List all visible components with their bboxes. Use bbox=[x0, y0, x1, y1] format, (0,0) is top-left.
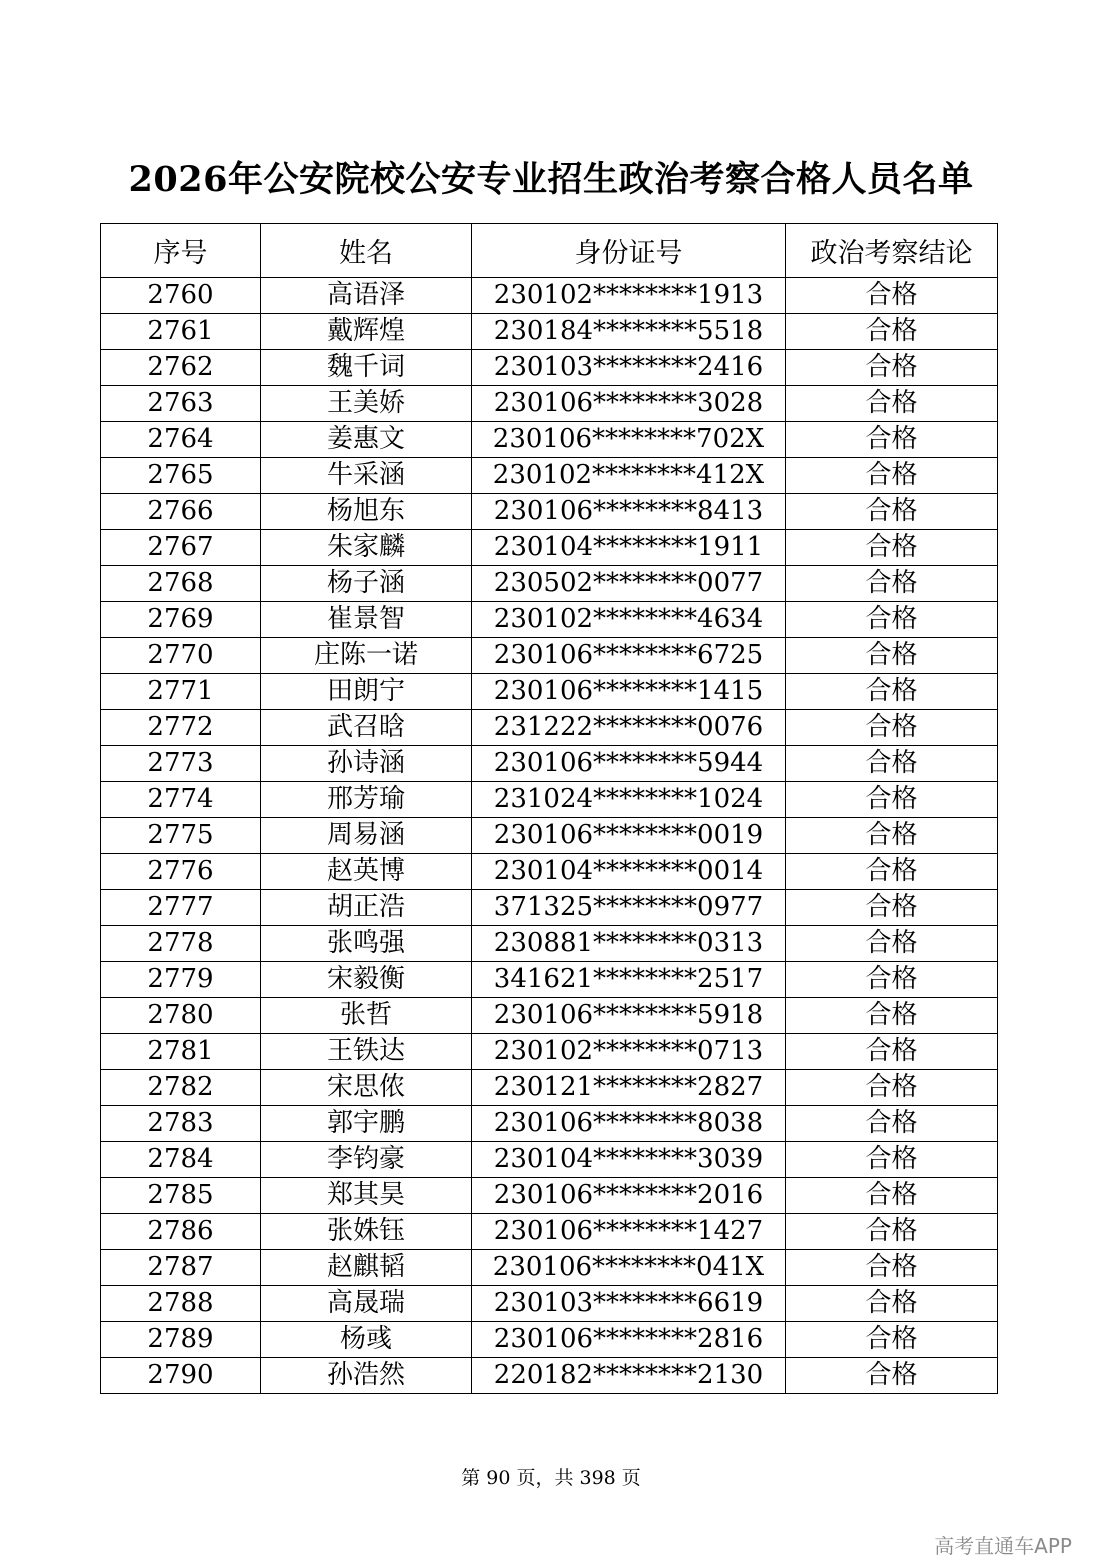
result-cell: 合格 bbox=[786, 1034, 998, 1070]
id-number-cell: 230106********5944 bbox=[472, 746, 786, 782]
result-cell: 合格 bbox=[786, 1142, 998, 1178]
name-cell: 王美娇 bbox=[261, 386, 472, 422]
serial-cell: 2765 bbox=[101, 458, 261, 494]
name-cell: 田朗宁 bbox=[261, 674, 472, 710]
table-row bbox=[101, 998, 998, 1034]
serial-cell: 2773 bbox=[101, 746, 261, 782]
id-number-cell: 230106********8038 bbox=[472, 1106, 786, 1142]
serial-cell: 2764 bbox=[101, 422, 261, 458]
serial-cell: 2762 bbox=[101, 350, 261, 386]
result-cell: 合格 bbox=[786, 926, 998, 962]
table-row bbox=[101, 818, 998, 854]
serial-cell: 2767 bbox=[101, 530, 261, 566]
column-header-id-number: 身份证号 bbox=[472, 224, 786, 278]
result-cell: 合格 bbox=[786, 1106, 998, 1142]
result-cell: 合格 bbox=[786, 854, 998, 890]
result-cell: 合格 bbox=[786, 350, 998, 386]
table-row bbox=[101, 1286, 998, 1322]
name-cell: 杨旭东 bbox=[261, 494, 472, 530]
serial-cell: 2776 bbox=[101, 854, 261, 890]
id-number-cell: 230103********6619 bbox=[472, 1286, 786, 1322]
header-row bbox=[101, 224, 998, 278]
id-number-cell: 230106********3028 bbox=[472, 386, 786, 422]
name-cell: 郭宇鹏 bbox=[261, 1106, 472, 1142]
table-row bbox=[101, 1070, 998, 1106]
table-row bbox=[101, 782, 998, 818]
result-cell: 合格 bbox=[786, 530, 998, 566]
roster-table bbox=[100, 223, 998, 1394]
result-cell: 合格 bbox=[786, 314, 998, 350]
roster-body bbox=[101, 278, 998, 1394]
result-cell: 合格 bbox=[786, 1214, 998, 1250]
table-row bbox=[101, 710, 998, 746]
result-cell: 合格 bbox=[786, 1178, 998, 1214]
id-number-cell: 230104********0014 bbox=[472, 854, 786, 890]
name-cell: 崔景智 bbox=[261, 602, 472, 638]
table-row bbox=[101, 458, 998, 494]
id-number-cell: 230106********6725 bbox=[472, 638, 786, 674]
result-cell: 合格 bbox=[786, 1322, 998, 1358]
serial-cell: 2766 bbox=[101, 494, 261, 530]
serial-cell: 2781 bbox=[101, 1034, 261, 1070]
serial-cell: 2779 bbox=[101, 962, 261, 998]
id-number-cell: 230106********2816 bbox=[472, 1322, 786, 1358]
serial-cell: 2761 bbox=[101, 314, 261, 350]
column-header-result: 政治考察结论 bbox=[786, 224, 998, 278]
id-number-cell: 230104********3039 bbox=[472, 1142, 786, 1178]
name-cell: 赵麒韬 bbox=[261, 1250, 472, 1286]
name-cell: 庄陈一诺 bbox=[261, 638, 472, 674]
result-cell: 合格 bbox=[786, 1250, 998, 1286]
result-cell: 合格 bbox=[786, 278, 998, 314]
serial-cell: 2780 bbox=[101, 998, 261, 1034]
table-row bbox=[101, 386, 998, 422]
table-row bbox=[101, 1034, 998, 1070]
table-row bbox=[101, 1358, 998, 1394]
id-number-cell: 231222********0076 bbox=[472, 710, 786, 746]
table-row bbox=[101, 1322, 998, 1358]
table-row bbox=[101, 278, 998, 314]
name-cell: 孙浩然 bbox=[261, 1358, 472, 1394]
table-row bbox=[101, 530, 998, 566]
table-row bbox=[101, 566, 998, 602]
result-cell: 合格 bbox=[786, 386, 998, 422]
name-cell: 杨子涵 bbox=[261, 566, 472, 602]
name-cell: 宋思侬 bbox=[261, 1070, 472, 1106]
result-cell: 合格 bbox=[786, 818, 998, 854]
name-cell: 张鸣强 bbox=[261, 926, 472, 962]
result-cell: 合格 bbox=[786, 962, 998, 998]
result-cell: 合格 bbox=[786, 1358, 998, 1394]
name-cell: 周易涵 bbox=[261, 818, 472, 854]
id-number-cell: 230103********2416 bbox=[472, 350, 786, 386]
name-cell: 宋毅衡 bbox=[261, 962, 472, 998]
serial-cell: 2772 bbox=[101, 710, 261, 746]
id-number-cell: 230106********5918 bbox=[472, 998, 786, 1034]
result-cell: 合格 bbox=[786, 1070, 998, 1106]
id-number-cell: 230104********1911 bbox=[472, 530, 786, 566]
name-cell: 邢芳瑜 bbox=[261, 782, 472, 818]
serial-cell: 2778 bbox=[101, 926, 261, 962]
result-cell: 合格 bbox=[786, 422, 998, 458]
serial-cell: 2783 bbox=[101, 1106, 261, 1142]
id-number-cell: 371325********0977 bbox=[472, 890, 786, 926]
id-number-cell: 230102********4634 bbox=[472, 602, 786, 638]
serial-cell: 2763 bbox=[101, 386, 261, 422]
name-cell: 张姝钰 bbox=[261, 1214, 472, 1250]
id-number-cell: 230102********0713 bbox=[472, 1034, 786, 1070]
id-number-cell: 220182********2130 bbox=[472, 1358, 786, 1394]
result-cell: 合格 bbox=[786, 602, 998, 638]
id-number-cell: 230881********0313 bbox=[472, 926, 786, 962]
serial-cell: 2769 bbox=[101, 602, 261, 638]
name-cell: 王铁达 bbox=[261, 1034, 472, 1070]
id-number-cell: 230184********5518 bbox=[472, 314, 786, 350]
result-cell: 合格 bbox=[786, 1286, 998, 1322]
name-cell: 赵英博 bbox=[261, 854, 472, 890]
table-row bbox=[101, 926, 998, 962]
table-row bbox=[101, 746, 998, 782]
id-number-cell: 230106********702X bbox=[472, 422, 786, 458]
serial-cell: 2760 bbox=[101, 278, 261, 314]
name-cell: 武召晗 bbox=[261, 710, 472, 746]
name-cell: 孙诗涵 bbox=[261, 746, 472, 782]
id-number-cell: 230502********0077 bbox=[472, 566, 786, 602]
table-row bbox=[101, 1142, 998, 1178]
id-number-cell: 230106********1427 bbox=[472, 1214, 786, 1250]
table-row bbox=[101, 962, 998, 998]
result-cell: 合格 bbox=[786, 494, 998, 530]
id-number-cell: 230121********2827 bbox=[472, 1070, 786, 1106]
serial-cell: 2768 bbox=[101, 566, 261, 602]
name-cell: 高晟瑞 bbox=[261, 1286, 472, 1322]
serial-cell: 2775 bbox=[101, 818, 261, 854]
serial-cell: 2771 bbox=[101, 674, 261, 710]
id-number-cell: 230106********1415 bbox=[472, 674, 786, 710]
serial-cell: 2786 bbox=[101, 1214, 261, 1250]
name-cell: 胡正浩 bbox=[261, 890, 472, 926]
page-title: 2026年公安院校公安专业招生政治考察合格人员名单 bbox=[128, 159, 974, 200]
result-cell: 合格 bbox=[786, 782, 998, 818]
name-cell: 李钧豪 bbox=[261, 1142, 472, 1178]
name-cell: 郑其昊 bbox=[261, 1178, 472, 1214]
table-row bbox=[101, 422, 998, 458]
table-row bbox=[101, 314, 998, 350]
result-cell: 合格 bbox=[786, 458, 998, 494]
serial-cell: 2787 bbox=[101, 1250, 261, 1286]
table-row bbox=[101, 1106, 998, 1142]
id-number-cell: 230106********2016 bbox=[472, 1178, 786, 1214]
name-cell: 张哲 bbox=[261, 998, 472, 1034]
name-cell: 杨彧 bbox=[261, 1322, 472, 1358]
result-cell: 合格 bbox=[786, 746, 998, 782]
page-footer: 第 90 页，共 398 页 bbox=[461, 1467, 641, 1489]
serial-cell: 2789 bbox=[101, 1322, 261, 1358]
result-cell: 合格 bbox=[786, 674, 998, 710]
result-cell: 合格 bbox=[786, 638, 998, 674]
table-row bbox=[101, 1250, 998, 1286]
serial-cell: 2770 bbox=[101, 638, 261, 674]
serial-cell: 2788 bbox=[101, 1286, 261, 1322]
id-number-cell: 230106********041X bbox=[472, 1250, 786, 1286]
name-cell: 高语泽 bbox=[261, 278, 472, 314]
table-row bbox=[101, 350, 998, 386]
table-row bbox=[101, 602, 998, 638]
id-number-cell: 230102********1913 bbox=[472, 278, 786, 314]
id-number-cell: 230102********412X bbox=[472, 458, 786, 494]
result-cell: 合格 bbox=[786, 566, 998, 602]
result-cell: 合格 bbox=[786, 710, 998, 746]
id-number-cell: 230106********8413 bbox=[472, 494, 786, 530]
id-number-cell: 231024********1024 bbox=[472, 782, 786, 818]
table-row bbox=[101, 1214, 998, 1250]
name-cell: 魏千词 bbox=[261, 350, 472, 386]
id-number-cell: 230106********0019 bbox=[472, 818, 786, 854]
serial-cell: 2784 bbox=[101, 1142, 261, 1178]
name-cell: 姜惠文 bbox=[261, 422, 472, 458]
table-row bbox=[101, 854, 998, 890]
name-cell: 牛采涵 bbox=[261, 458, 472, 494]
column-header-serial: 序号 bbox=[101, 224, 261, 278]
table-row bbox=[101, 674, 998, 710]
result-cell: 合格 bbox=[786, 890, 998, 926]
table-row bbox=[101, 890, 998, 926]
watermark: 高考直通车APP bbox=[934, 1534, 1072, 1558]
serial-cell: 2790 bbox=[101, 1358, 261, 1394]
column-header-name: 姓名 bbox=[261, 224, 472, 278]
table-row bbox=[101, 638, 998, 674]
serial-cell: 2782 bbox=[101, 1070, 261, 1106]
name-cell: 戴辉煌 bbox=[261, 314, 472, 350]
serial-cell: 2777 bbox=[101, 890, 261, 926]
result-cell: 合格 bbox=[786, 998, 998, 1034]
table-row bbox=[101, 494, 998, 530]
serial-cell: 2774 bbox=[101, 782, 261, 818]
table-row bbox=[101, 1178, 998, 1214]
id-number-cell: 341621********2517 bbox=[472, 962, 786, 998]
serial-cell: 2785 bbox=[101, 1178, 261, 1214]
name-cell: 朱家麟 bbox=[261, 530, 472, 566]
